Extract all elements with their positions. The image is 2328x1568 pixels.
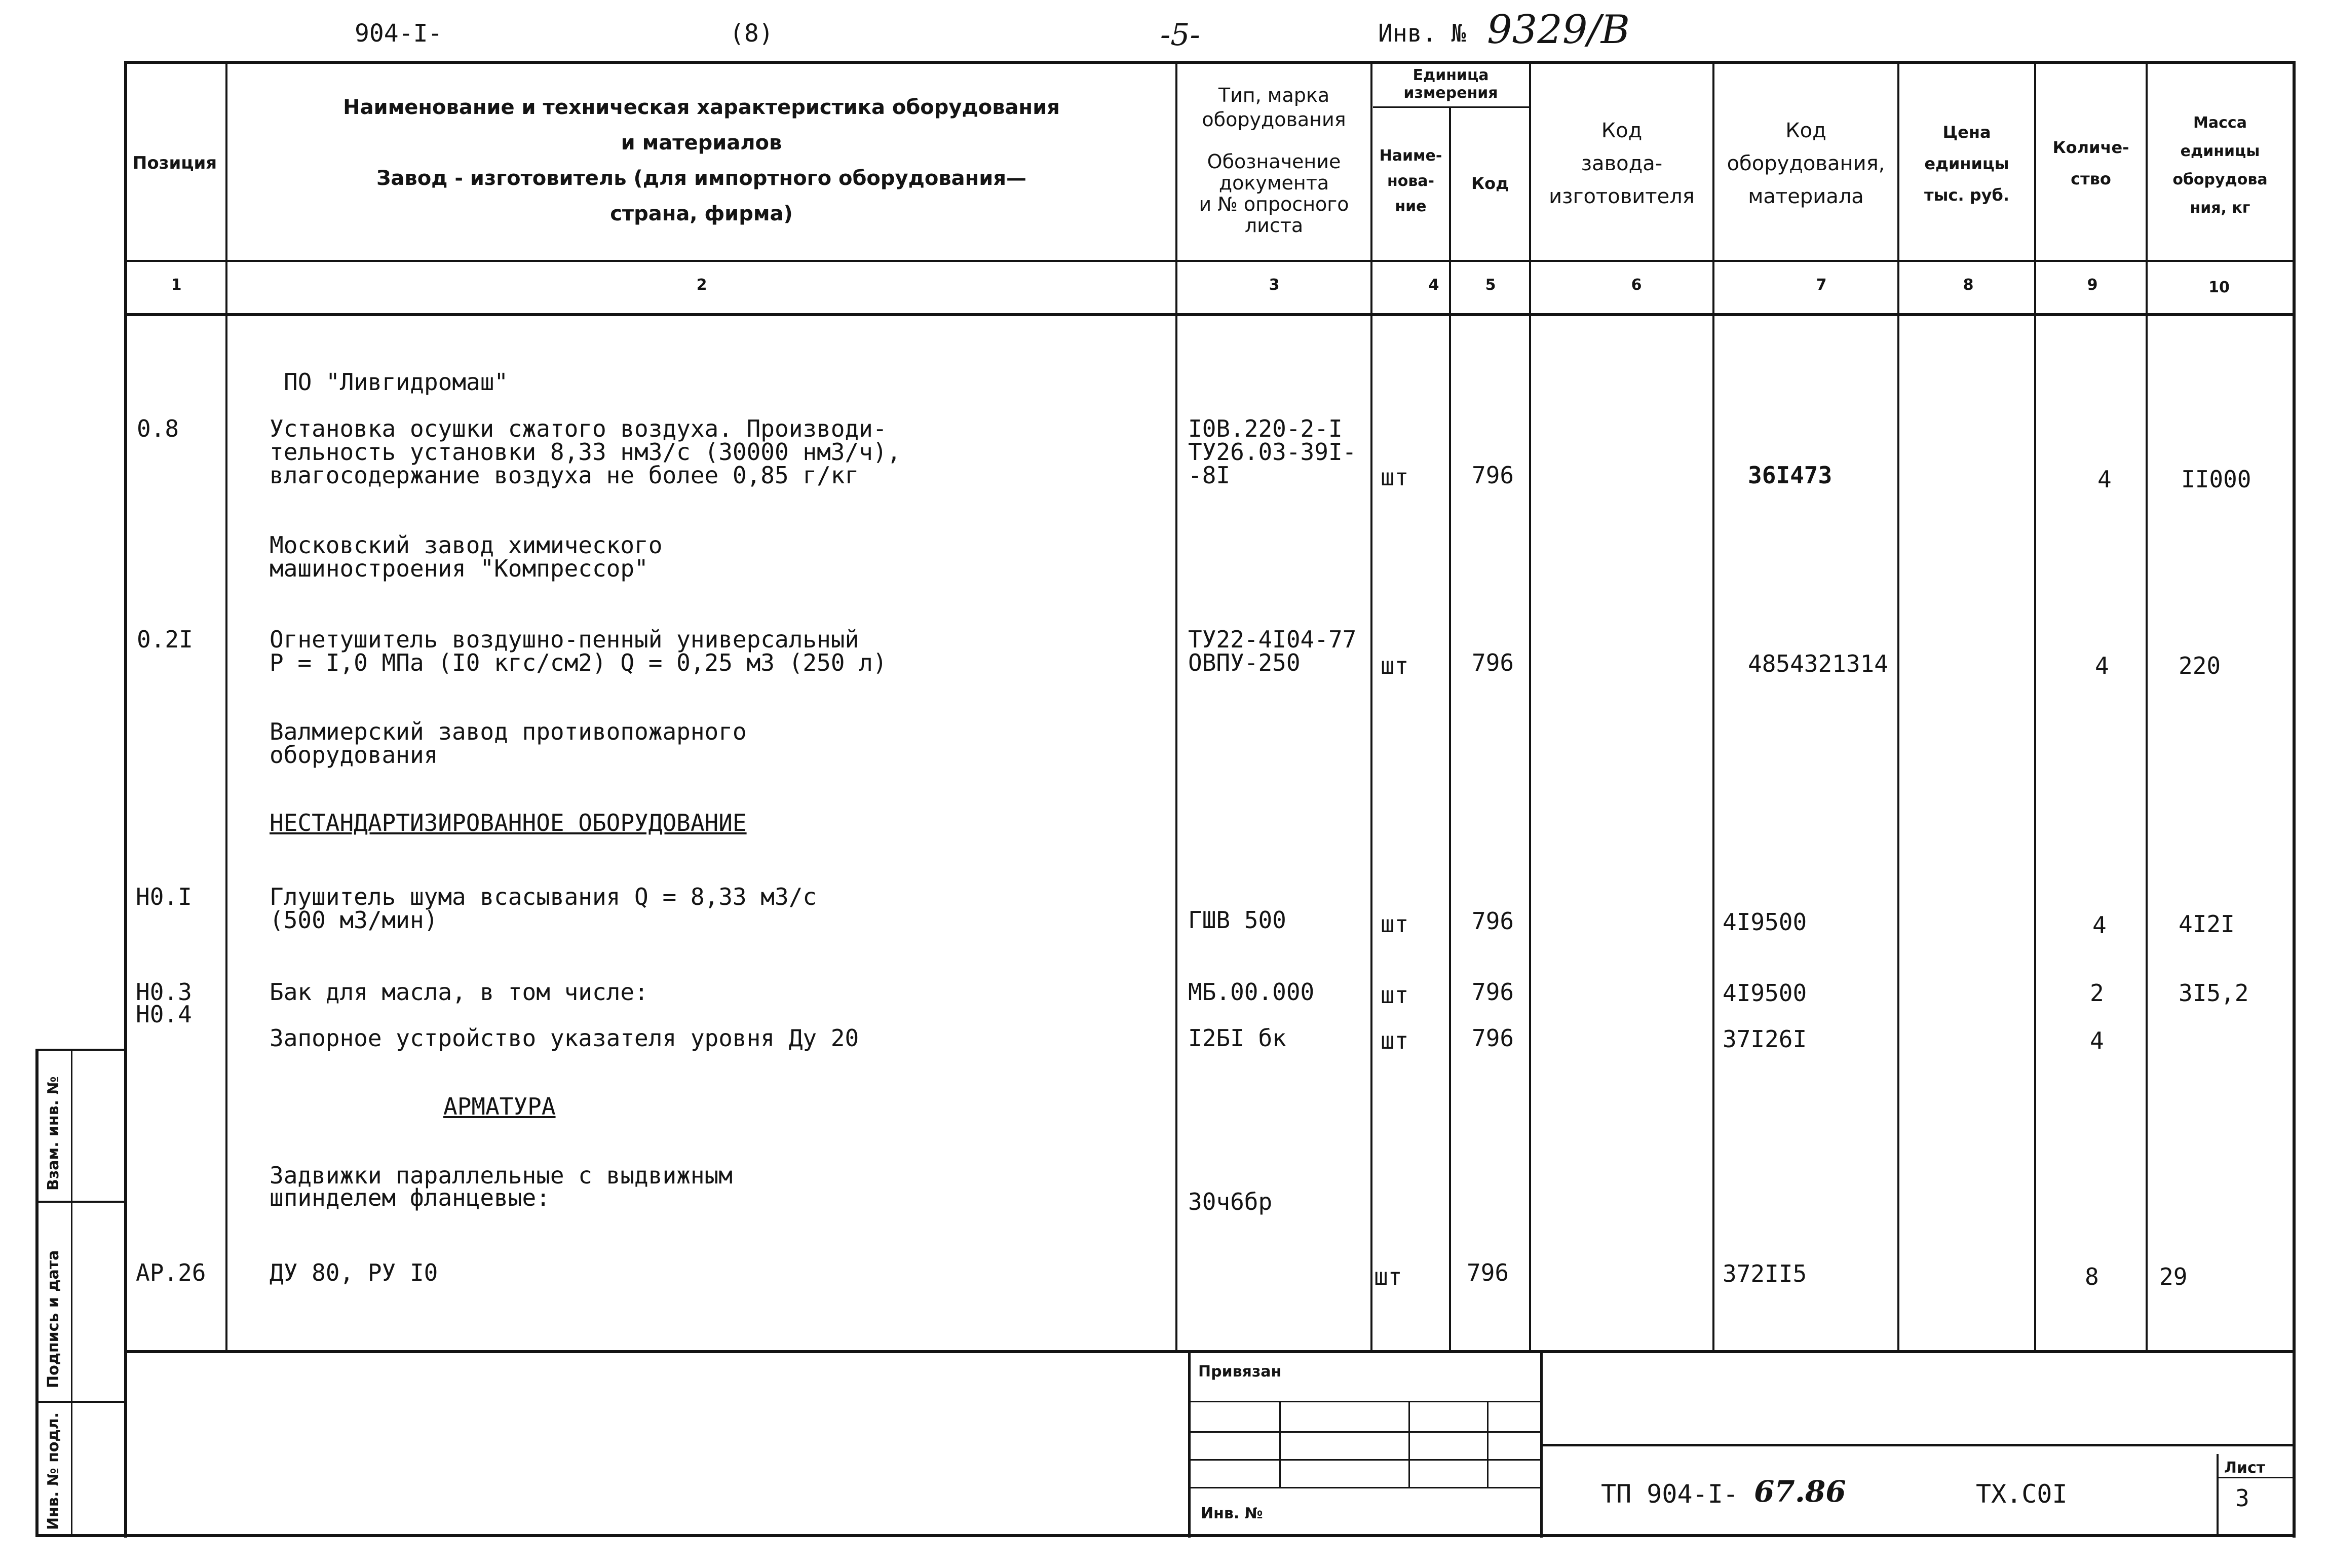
header-type-line1: Тип, марка <box>1218 84 1330 106</box>
row5-name-2: оборудования <box>270 741 438 769</box>
row2-name-3: влагосодержание воздуха не более 0,85 г/кг <box>270 462 859 489</box>
row2-type-3: -8I <box>1188 462 1231 489</box>
row4-type-2: ОВПУ-250 <box>1188 649 1301 676</box>
header-unit-group-1: Единица <box>1413 66 1489 84</box>
row7-position: Н0.I <box>136 883 192 910</box>
sidebar-inv-podl: Инв. № подл. <box>45 1412 62 1530</box>
header-mass-2: единицы <box>2180 142 2260 160</box>
row8-unit: шт <box>1381 981 1409 1009</box>
row4-unit: шт <box>1381 652 1409 679</box>
row2-type-1: I0В.220-2-I <box>1188 415 1343 442</box>
project-code: 904-I- <box>355 19 443 48</box>
colnum-8: 8 <box>1963 276 1974 294</box>
row8-equip-code: 4I9500 <box>1723 979 1807 1007</box>
row4-name-1: Огнетушитель воздушно-пенный универсальный <box>270 626 859 653</box>
colnum-3: 3 <box>1269 276 1280 294</box>
row8-qty: 2 <box>2090 979 2104 1007</box>
row2-unit: шт <box>1381 464 1409 491</box>
header-type-line5: и № опросного <box>1199 193 1349 215</box>
header-equip-code-3: материала <box>1748 185 1864 208</box>
header-mass-4: ния, кг <box>2190 199 2250 217</box>
row10-section-title: АРМАТУРА <box>443 1093 556 1120</box>
colnum-9: 9 <box>2087 276 2098 294</box>
header-unit-name-3: ние <box>1395 198 1427 215</box>
row8-type: МБ.00.000 <box>1188 978 1315 1006</box>
row11-type: 30ч6бр <box>1188 1188 1273 1215</box>
row7-mass: 4I2I <box>2179 910 2235 938</box>
stamp-sheet-number: 3 <box>2235 1484 2249 1512</box>
header-equip-code-2: оборудования, <box>1727 152 1885 175</box>
row7-unit-code: 796 <box>1472 907 1514 935</box>
row12-equip-code: 372II5 <box>1723 1260 1807 1287</box>
header-qty-2: ство <box>2071 169 2111 188</box>
row3-name-2: машиностроения "Компрессор" <box>270 555 648 582</box>
row2-name-2: тельность установки 8,33 нм3/с (30000 нм3/ч), <box>270 438 901 466</box>
row8-position-1: Н0.3 <box>136 978 192 1006</box>
sidebar-podpis-data: Подпись и дата <box>45 1250 62 1388</box>
row2-type-2: ТУ26.03-39I- <box>1188 438 1357 466</box>
row4-qty: 4 <box>2095 652 2109 679</box>
header-price-2: единицы <box>1924 154 2009 173</box>
colnum-7: 7 <box>1816 276 1827 294</box>
header-name-line4: страна, фирма) <box>610 202 793 225</box>
colnum-2: 2 <box>696 276 707 294</box>
row12-mass: 29 <box>2159 1263 2188 1290</box>
header-equip-code-1: Код <box>1785 119 1826 142</box>
row1-name: ПО "Ливгидромаш" <box>284 368 509 396</box>
row8-unit-code: 796 <box>1472 978 1514 1006</box>
row7-qty: 4 <box>2092 911 2107 939</box>
row9-unit-code: 796 <box>1472 1024 1514 1052</box>
row8-mass: 3I5,2 <box>2179 979 2249 1007</box>
row4-type-1: ТУ22-4I04-77 <box>1188 626 1357 653</box>
stamp-sheet-label: Лист <box>2224 1459 2266 1477</box>
header-unit-group-2: измерения <box>1403 84 1498 102</box>
row4-unit-code: 796 <box>1472 649 1514 676</box>
row2-unit-code: 796 <box>1472 462 1514 489</box>
row4-position: 0.2I <box>137 626 193 653</box>
row12-unit-code: 796 <box>1467 1259 1509 1286</box>
header-price-3: тыс. руб. <box>1924 185 2009 205</box>
row9-equip-code: 37I26I <box>1723 1025 1807 1053</box>
header-name-line3: Завод - изготовитель (для импортного оборудования— <box>376 167 1027 190</box>
header-type-line2: оборудования <box>1202 108 1346 131</box>
header-plant-code-3: изготовителя <box>1549 185 1695 208</box>
stamp-privyazan: Привязан <box>1198 1363 1282 1381</box>
colnum-10: 10 <box>2208 279 2230 296</box>
row7-unit: шт <box>1381 910 1409 938</box>
colnum-6: 6 <box>1631 276 1642 294</box>
header-plant-code-2: завода- <box>1581 152 1663 175</box>
stamp-inv-no: Инв. № <box>1201 1505 1263 1522</box>
stamp-doc-code: ТП 904-I- <box>1601 1479 1738 1509</box>
row12-qty: 8 <box>2085 1263 2099 1290</box>
row2-position: 0.8 <box>137 415 179 442</box>
header-type-line4: документа <box>1218 172 1329 194</box>
row6-section-title: НЕСТАНДАРТИЗИРОВАННОЕ ОБОРУДОВАНИЕ <box>270 809 747 836</box>
row3-name-1: Московский завод химического <box>270 531 663 559</box>
row11-name-1: Задвижки параллельные с выдвижным <box>270 1162 733 1189</box>
row9-type: I2БI бк <box>1188 1024 1286 1052</box>
row9-qty: 4 <box>2090 1027 2104 1054</box>
row7-equip-code: 4I9500 <box>1723 908 1807 936</box>
header-mass-1: Масса <box>2193 114 2247 132</box>
header-unit-name-1: Наиме- <box>1379 147 1442 165</box>
row2-name-1: Установка осушки сжатого воздуха. Производи- <box>270 415 887 442</box>
header-name-line2: и материалов <box>621 131 782 155</box>
row12-name: ДУ 80, РУ I0 <box>270 1259 438 1286</box>
header-position: Позиция <box>132 153 217 173</box>
inv-label: Инв. № <box>1378 19 1466 48</box>
row4-equip-code: 4854321314 <box>1748 650 1888 677</box>
header-type-line6: листа <box>1244 214 1304 237</box>
header-plant-code-1: Код <box>1601 119 1643 142</box>
stamp-mark: ТХ.С0I <box>1976 1479 2068 1509</box>
row4-name-2: Р = I,0 МПа (I0 кгс/см2) Q = 0,25 м3 (250 л) <box>270 649 887 676</box>
header-unit-name-2: нова- <box>1387 172 1435 190</box>
colnum-4: 4 <box>1428 276 1439 294</box>
page-number: -5- <box>1160 17 1200 53</box>
header-unit-code: Код <box>1471 174 1509 193</box>
colnum-5: 5 <box>1485 276 1496 294</box>
page-bracket: (8) <box>730 19 774 48</box>
row8-position-2: Н0.4 <box>136 1001 192 1028</box>
inv-number: 9329/В <box>1487 7 1630 53</box>
row5-name-1: Валмиерский завод противопожарного <box>270 718 747 745</box>
header-price-1: Цена <box>1942 123 1991 142</box>
row7-name-1: Глушитель шума всасывания Q = 8,33 м3/с <box>270 883 817 910</box>
row7-type: ГШВ 500 <box>1188 906 1286 934</box>
row9-name: Запорное устройство указателя уровня Ду 20 <box>270 1024 859 1052</box>
row9-unit: шт <box>1381 1027 1409 1054</box>
sidebar-vzam-inv: Взам. инв. № <box>45 1076 62 1191</box>
row2-equip-code: 36I473 <box>1748 462 1833 489</box>
row2-qty: 4 <box>2097 466 2112 493</box>
header-mass-3: оборудова <box>2172 171 2268 188</box>
colnum-1: 1 <box>171 276 182 294</box>
row12-position: АР.26 <box>136 1259 206 1286</box>
row7-name-2: (500 м3/мин) <box>270 906 438 934</box>
stamp-doc-code-hand: 67.86 <box>1754 1474 1846 1509</box>
header-name-line1: Наименование и техническая характеристика оборудования <box>343 96 1060 119</box>
row11-name-2: шпинделем фланцевые: <box>270 1184 550 1211</box>
row8-name: Бак для масла, в том числе: <box>270 978 648 1006</box>
header-qty-1: Количе- <box>2052 138 2129 157</box>
row4-mass: 220 <box>2179 652 2221 679</box>
header-type-line3: Обозначение <box>1207 150 1341 173</box>
row2-mass: II000 <box>2181 466 2251 493</box>
row12-unit: шт <box>1374 1263 1402 1290</box>
